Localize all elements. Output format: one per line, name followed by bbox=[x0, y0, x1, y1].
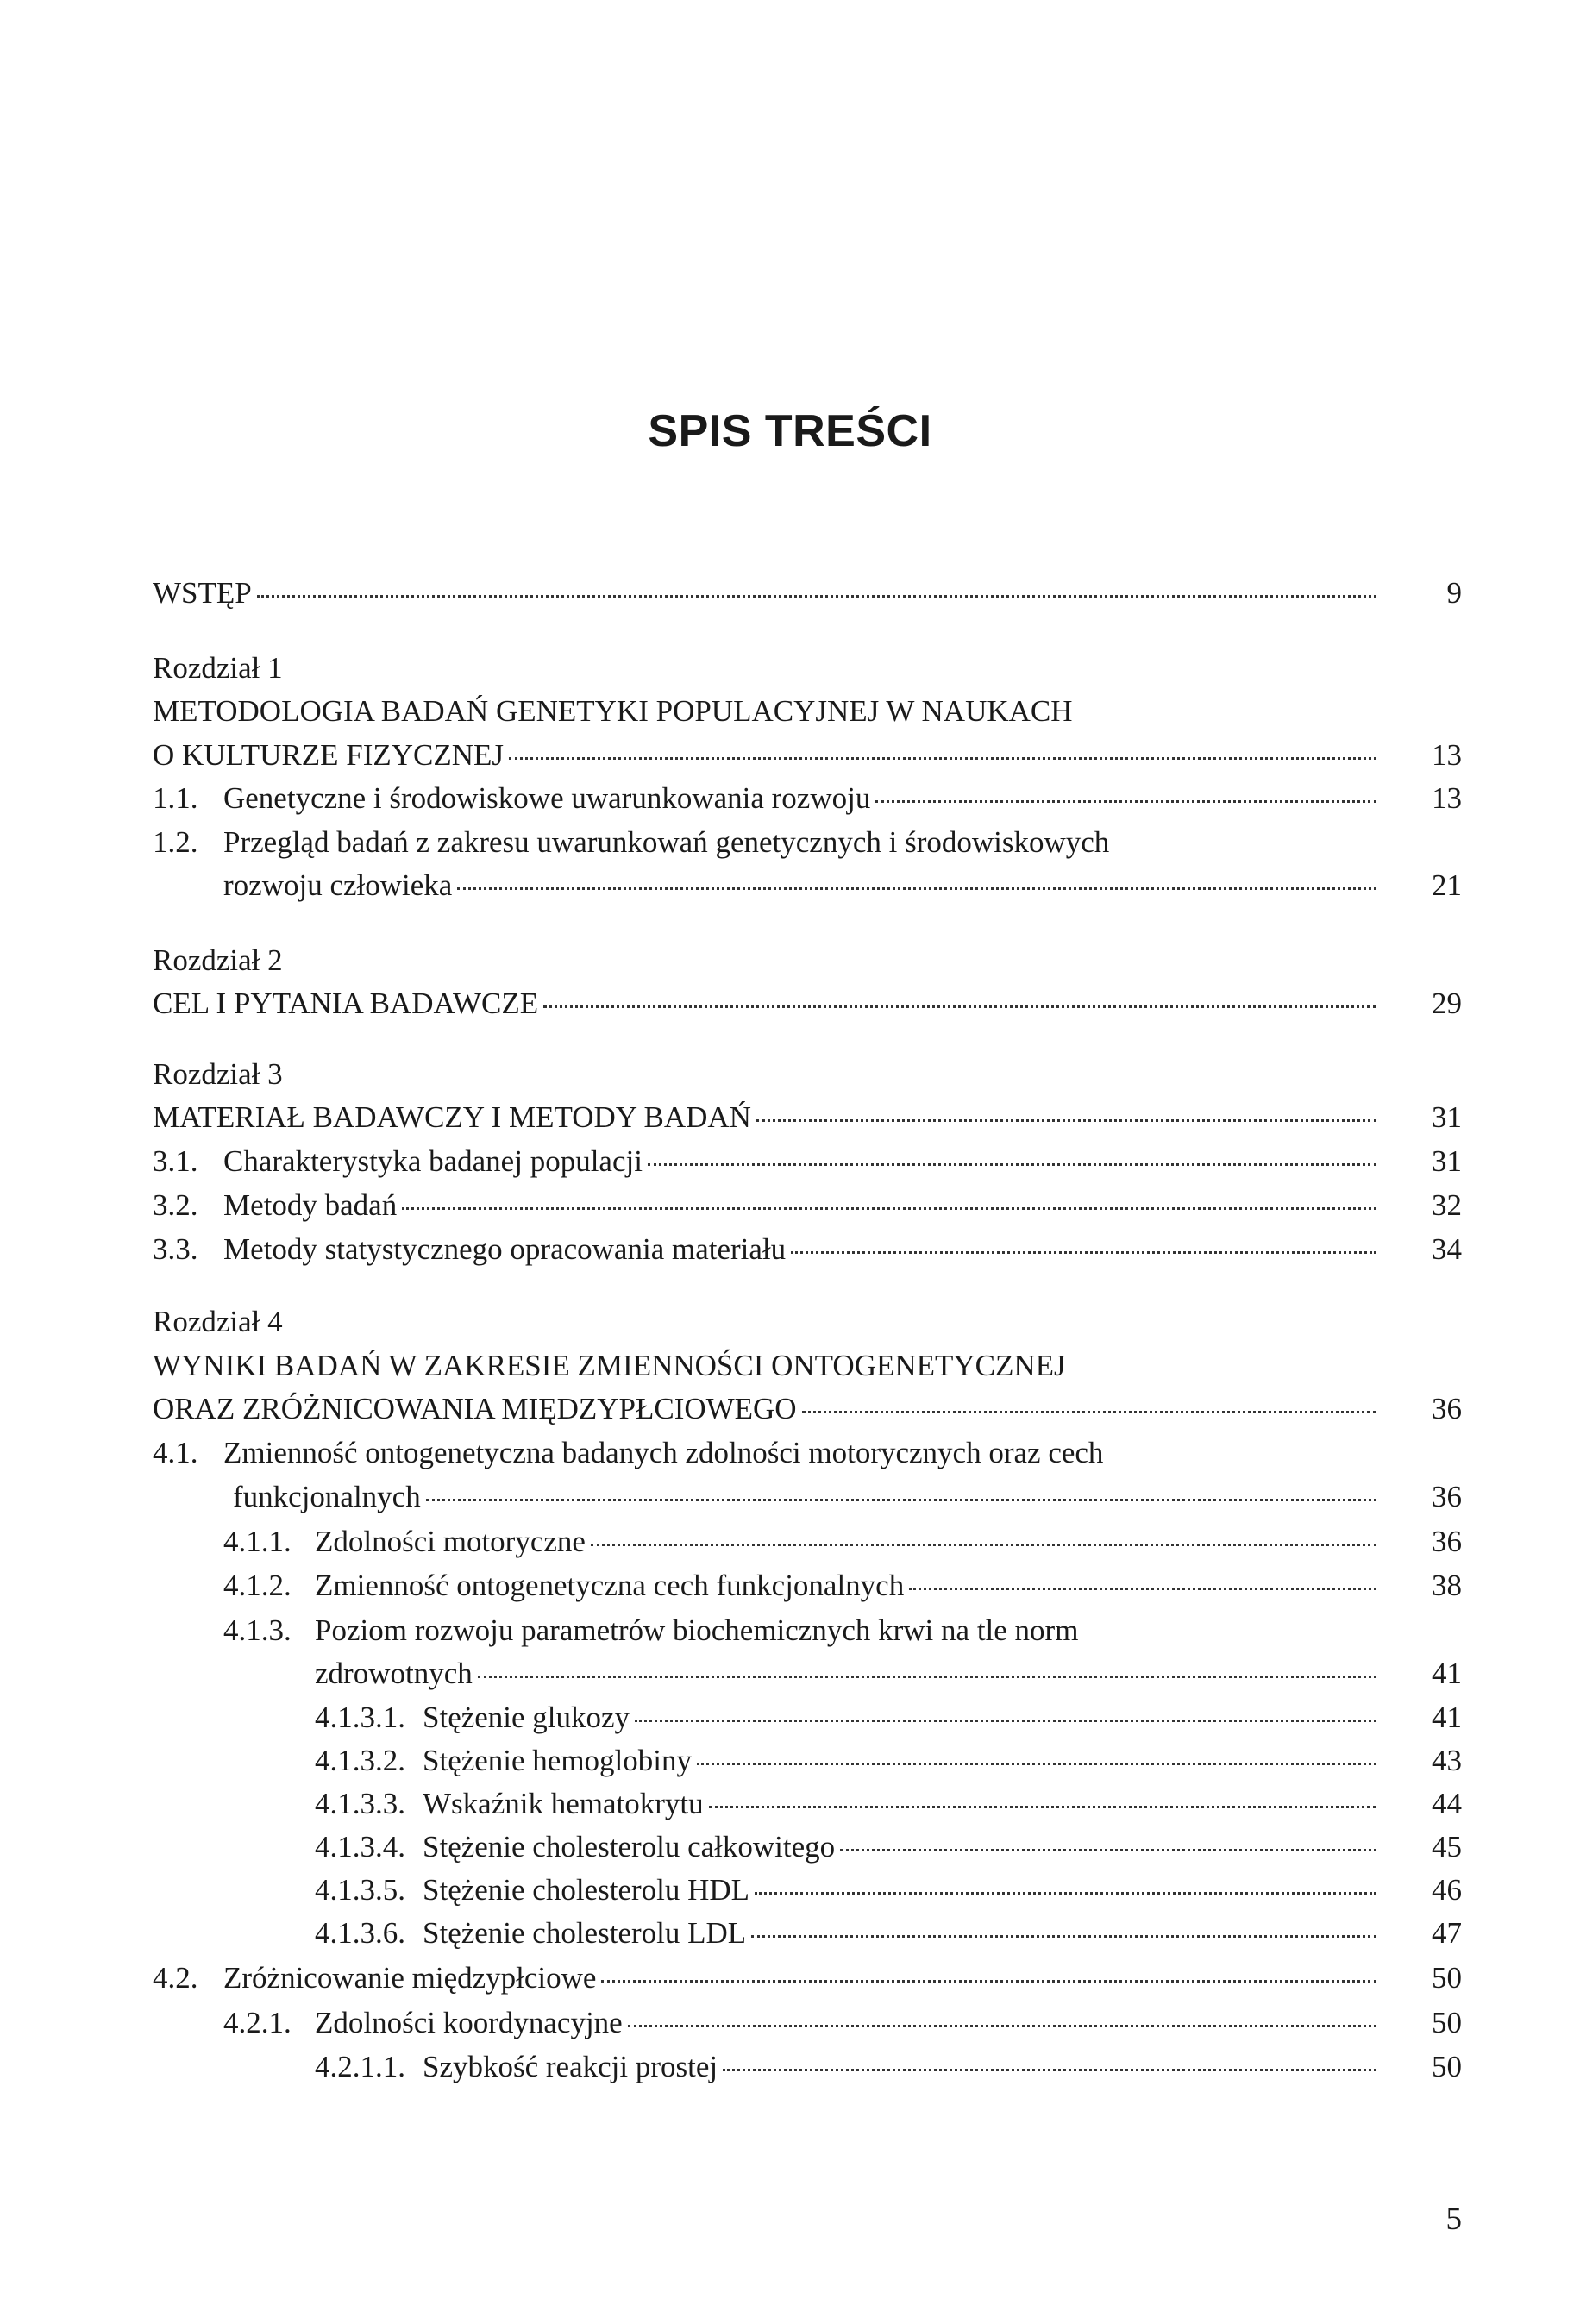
toc-entry-text: ORAZ ZRÓŻNICOWANIA MIĘDZYPŁCIOWEGO bbox=[153, 1392, 797, 1425]
toc-entry-1-2[interactable] bbox=[153, 824, 1382, 861]
page-title: SPIS TREŚCI bbox=[648, 406, 932, 456]
dot-leader bbox=[509, 757, 1376, 760]
section-number: 4.1. bbox=[153, 1436, 198, 1469]
toc-entry-4-2-1-1[interactable] bbox=[315, 2049, 1382, 2085]
dot-leader bbox=[635, 1720, 1376, 1722]
toc-entry-text: Przegląd badań z zakresu uwarunkowań genetycznych i środowiskowych bbox=[223, 825, 1110, 859]
toc-entry-text: CEL I PYTANIA BADAWCZE bbox=[153, 987, 539, 1020]
toc-page-number: 38 bbox=[1432, 1569, 1462, 1602]
toc-entry-text: Zmienność ontogenetyczna cech funkcjonalnych bbox=[315, 1569, 905, 1602]
dot-leader bbox=[402, 1207, 1376, 1210]
toc-entry-4-1-cont[interactable] bbox=[233, 1479, 1382, 1515]
toc-entry-3-3[interactable] bbox=[153, 1231, 1382, 1268]
toc-entry-text: Zróżnicowanie międzypłciowe bbox=[223, 1961, 597, 1995]
dot-leader bbox=[648, 1163, 1376, 1166]
toc-entry-text: Stężenie hemoglobiny bbox=[423, 1744, 693, 1777]
toc-page-number: 45 bbox=[1432, 1830, 1462, 1864]
toc-page-number: 50 bbox=[1432, 2006, 1462, 2039]
toc-entry-text: WSTĘP bbox=[153, 576, 252, 610]
toc-page-number: 31 bbox=[1432, 1144, 1462, 1178]
dot-leader bbox=[478, 1676, 1376, 1678]
chapter-label: Rozdział 4 bbox=[153, 1305, 283, 1338]
chapter-label: Rozdział 3 bbox=[153, 1057, 283, 1091]
toc-entry-4-1-2[interactable] bbox=[223, 1568, 1382, 1604]
toc-page-number: 50 bbox=[1432, 1961, 1462, 1995]
dot-leader bbox=[802, 1411, 1376, 1413]
dot-leader bbox=[755, 1892, 1376, 1895]
section-number: 4.1.3. bbox=[223, 1613, 292, 1647]
toc-entry-4-2[interactable] bbox=[153, 1960, 1382, 1996]
section-number: 3.3. bbox=[153, 1232, 198, 1266]
toc-page-number: 34 bbox=[1432, 1232, 1462, 1266]
toc-page-number: 21 bbox=[1432, 868, 1462, 902]
toc-entry-3-2[interactable] bbox=[153, 1187, 1382, 1224]
toc-entry-4-1-3[interactable] bbox=[223, 1613, 1382, 1649]
chapter-label: Rozdział 1 bbox=[153, 651, 283, 685]
toc-entry-text: Stężenie cholesterolu LDL bbox=[423, 1916, 747, 1950]
dot-leader bbox=[591, 1544, 1376, 1546]
dot-leader bbox=[601, 1980, 1376, 1983]
section-number: 4.2.1. bbox=[223, 2006, 292, 2039]
toc-entry-4-1-3-2[interactable] bbox=[315, 1743, 1382, 1779]
section-number: 3.1. bbox=[153, 1144, 198, 1178]
section-number: 4.2.1.1. bbox=[315, 2050, 405, 2083]
toc-page-number: 44 bbox=[1432, 1787, 1462, 1820]
section-number: 4.1.3.6. bbox=[315, 1916, 405, 1950]
toc-entry-4-1-3-1[interactable] bbox=[315, 1700, 1382, 1736]
toc-entry-text: Metody statystycznego opracowania materiału bbox=[223, 1232, 787, 1266]
section-number: 4.1.3.5. bbox=[315, 1873, 405, 1907]
chapter-title[interactable]: METODOLOGIA BADAŃ GENETYKI POPULACYJNEJ W NAUKACH bbox=[153, 694, 1073, 728]
toc-entry-text: MATERIAŁ BADAWCZY I METODY BADAŃ bbox=[153, 1100, 751, 1134]
section-number: 4.1.3.2. bbox=[315, 1744, 405, 1777]
dot-leader bbox=[791, 1251, 1376, 1254]
dot-leader bbox=[457, 887, 1376, 890]
section-number: 4.1.3.4. bbox=[315, 1830, 405, 1864]
toc-entry-4-1-3-3[interactable] bbox=[315, 1786, 1382, 1822]
toc-entry-text: Szybkość reakcji prostej bbox=[423, 2050, 718, 2083]
dot-leader bbox=[909, 1588, 1376, 1590]
dot-leader bbox=[723, 2069, 1376, 2071]
toc-entry-text: Stężenie glukozy bbox=[423, 1701, 630, 1734]
toc-page-number: 47 bbox=[1432, 1916, 1462, 1950]
dot-leader bbox=[257, 595, 1376, 598]
dot-leader bbox=[697, 1763, 1376, 1765]
toc-entry-4-2-1[interactable] bbox=[223, 2005, 1382, 2041]
toc-page-number: 46 bbox=[1432, 1873, 1462, 1907]
toc-entry-text: zdrowotnych bbox=[315, 1657, 473, 1690]
dot-leader bbox=[628, 2025, 1376, 2027]
toc-page-number: 36 bbox=[1432, 1525, 1462, 1558]
toc-entry-text: Zdolności motoryczne bbox=[315, 1525, 586, 1558]
toc-entry-3-1[interactable] bbox=[153, 1143, 1382, 1180]
toc-entry-text: Charakterystyka badanej populacji bbox=[223, 1144, 643, 1178]
toc-page-number: 13 bbox=[1432, 781, 1462, 815]
section-number: 4.1.3.1. bbox=[315, 1701, 405, 1734]
toc-entry-1-2-cont[interactable] bbox=[223, 868, 1382, 904]
toc-page-number: 36 bbox=[1432, 1480, 1462, 1513]
toc-page-number: 43 bbox=[1432, 1744, 1462, 1777]
toc-page-number: 32 bbox=[1432, 1188, 1462, 1222]
toc-page-number: 29 bbox=[1432, 987, 1462, 1020]
toc-entry-4-1-3-5[interactable] bbox=[315, 1872, 1382, 1908]
toc-page-number: 31 bbox=[1432, 1100, 1462, 1134]
toc-page-number: 50 bbox=[1432, 2050, 1462, 2083]
section-number: 4.1.1. bbox=[223, 1525, 292, 1558]
toc-page-number: 41 bbox=[1432, 1701, 1462, 1734]
section-number: 4.1.3.3. bbox=[315, 1787, 405, 1820]
toc-page-number: 9 bbox=[1446, 576, 1462, 610]
section-number: 3.2. bbox=[153, 1188, 198, 1222]
dot-leader bbox=[709, 1806, 1376, 1808]
toc-entry-text: Zmienność ontogenetyczna badanych zdolności motorycznych oraz cech bbox=[223, 1436, 1104, 1469]
dot-leader bbox=[756, 1119, 1376, 1122]
toc-entry-4-1-3-cont[interactable] bbox=[315, 1656, 1382, 1692]
dot-leader bbox=[840, 1849, 1376, 1851]
toc-entry-wstep[interactable] bbox=[153, 575, 1382, 611]
section-number: 4.1.2. bbox=[223, 1569, 292, 1602]
chapter-title[interactable]: WYNIKI BADAŃ W ZAKRESIE ZMIENNOŚCI ONTOGENETYCZNEJ bbox=[153, 1349, 1066, 1382]
toc-entry-4-1[interactable] bbox=[153, 1435, 1382, 1471]
toc-entry-text: Poziom rozwoju parametrów biochemicznych krwi na tle norm bbox=[315, 1613, 1079, 1647]
dot-leader bbox=[751, 1935, 1376, 1938]
dot-leader bbox=[875, 800, 1376, 803]
toc-entry-text: funkcjonalnych bbox=[233, 1480, 421, 1513]
section-number: 4.2. bbox=[153, 1961, 198, 1995]
section-number: 1.2. bbox=[153, 825, 198, 859]
section-number: 1.1. bbox=[153, 781, 198, 815]
toc-entry-text: rozwoju człowieka bbox=[223, 868, 453, 902]
toc-page-number: 36 bbox=[1432, 1392, 1462, 1425]
toc-entry-text: Zdolności koordynacyjne bbox=[315, 2006, 623, 2039]
toc-entry-4-1-1[interactable] bbox=[223, 1524, 1382, 1560]
toc-entry-text: O KULTURZE FIZYCZNEJ bbox=[153, 738, 505, 772]
page-number: 5 bbox=[1445, 2202, 1462, 2237]
toc-entry-text: Stężenie cholesterolu całkowitego bbox=[423, 1830, 836, 1864]
chapter-label: Rozdział 2 bbox=[153, 943, 283, 977]
toc-entry-text: Genetyczne i środowiskowe uwarunkowania rozwoju bbox=[223, 781, 871, 815]
dot-leader bbox=[543, 1005, 1376, 1008]
toc-entry-chapter-4[interactable] bbox=[153, 1391, 1382, 1427]
toc-entry-chapter-1[interactable] bbox=[153, 737, 1382, 774]
toc-entry-text: Stężenie cholesterolu HDL bbox=[423, 1873, 750, 1907]
toc-entry-chapter-2[interactable] bbox=[153, 986, 1382, 1022]
toc-entry-text: Wskaźnik hematokrytu bbox=[423, 1787, 704, 1820]
toc-entry-4-1-3-4[interactable] bbox=[315, 1829, 1382, 1865]
toc-page-number: 13 bbox=[1432, 738, 1462, 772]
toc-entry-text: Metody badań bbox=[223, 1188, 398, 1222]
toc-entry-1-1[interactable] bbox=[153, 780, 1382, 817]
toc-page-number: 41 bbox=[1432, 1657, 1462, 1690]
toc-entry-chapter-3[interactable] bbox=[153, 1099, 1382, 1136]
toc-entry-4-1-3-6[interactable] bbox=[315, 1915, 1382, 1951]
dot-leader bbox=[426, 1499, 1376, 1501]
